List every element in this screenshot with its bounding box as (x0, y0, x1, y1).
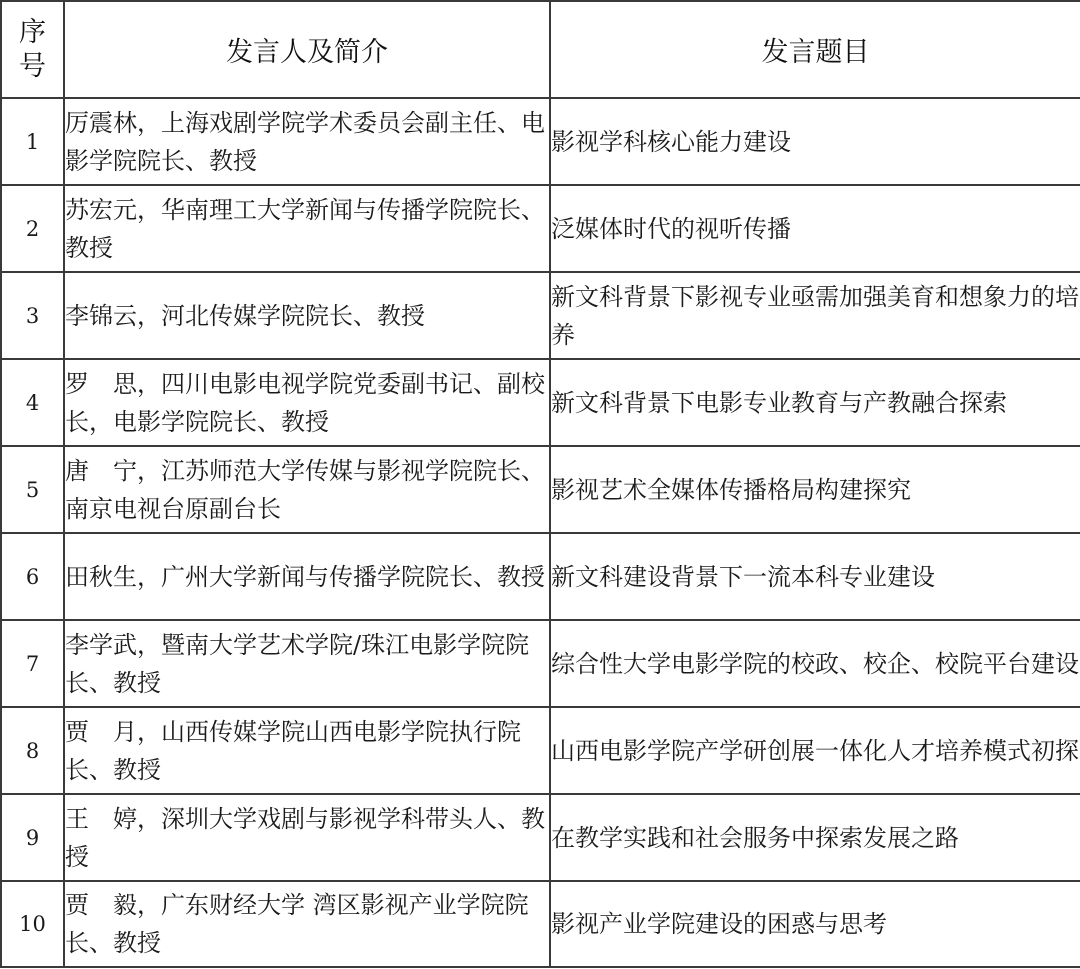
row-index: 5 (1, 446, 64, 533)
row-speaker: 罗 思，四川电影电视学院党委副书记、副校长，电影学院院长、教授 (64, 359, 550, 446)
table-row (1, 446, 1080, 533)
table-row (1, 533, 1080, 620)
row-index: 10 (1, 881, 64, 967)
row-speaker: 贾 月，山西传媒学院山西电影学院执行院长、教授 (64, 707, 550, 794)
row-topic: 影视产业学院建设的困惑与思考 (550, 881, 1080, 967)
table-row (1, 881, 1080, 967)
row-index: 1 (1, 98, 64, 185)
topic-header: 发言题目 (550, 1, 1080, 98)
row-index: 9 (1, 794, 64, 881)
row-topic: 影视艺术全媒体传播格局构建探究 (550, 446, 1080, 533)
table-row (1, 359, 1080, 446)
row-topic: 新文科背景下电影专业教育与产教融合探索 (550, 359, 1080, 446)
row-speaker: 田秋生，广州大学新闻与传播学院院长、教授 (64, 533, 550, 620)
table-row (1, 707, 1080, 794)
row-topic: 影视学科核心能力建设 (550, 98, 1080, 185)
row-speaker: 厉震林，上海戏剧学院学术委员会副主任、电影学院院长、教授 (64, 98, 550, 185)
row-topic: 泛媒体时代的视听传播 (550, 185, 1080, 272)
index-header-line1: 序 (19, 16, 46, 48)
row-topic: 综合性大学电影学院的校政、校企、校院平台建设 (550, 620, 1080, 707)
index-header (1, 1, 64, 98)
row-speaker: 贾 毅，广东财经大学 湾区影视产业学院院长、教授 (64, 881, 550, 967)
speaker-header: 发言人及简介 (64, 1, 550, 98)
table-row (1, 620, 1080, 707)
table-row (1, 185, 1080, 272)
row-speaker: 王 婷，深圳大学戏剧与影视学科带头人、教授 (64, 794, 550, 881)
table-row (1, 794, 1080, 881)
row-index: 8 (1, 707, 64, 794)
row-topic: 新文科背景下影视专业亟需加强美育和想象力的培养 (550, 272, 1080, 359)
row-speaker: 李学武，暨南大学艺术学院/珠江电影学院院长、教授 (64, 620, 550, 707)
row-index: 6 (1, 533, 64, 620)
row-speaker: 李锦云，河北传媒学院院长、教授 (64, 272, 550, 359)
row-topic: 新文科建设背景下一流本科专业建设 (550, 533, 1080, 620)
table-row (1, 272, 1080, 359)
row-index: 2 (1, 185, 64, 272)
row-topic: 在教学实践和社会服务中探索发展之路 (550, 794, 1080, 881)
row-topic: 山西电影学院产学研创展一体化人才培养模式初探 (550, 707, 1080, 794)
row-speaker: 苏宏元，华南理工大学新闻与传播学院院长、教授 (64, 185, 550, 272)
row-speaker: 唐 宁，江苏师范大学传媒与影视学院院长、南京电视台原副台长 (64, 446, 550, 533)
row-index: 3 (1, 272, 64, 359)
row-index: 7 (1, 620, 64, 707)
table-row (1, 98, 1080, 185)
header-row (1, 1, 1080, 98)
index-header-line2: 号 (19, 50, 46, 82)
row-index: 4 (1, 359, 64, 446)
